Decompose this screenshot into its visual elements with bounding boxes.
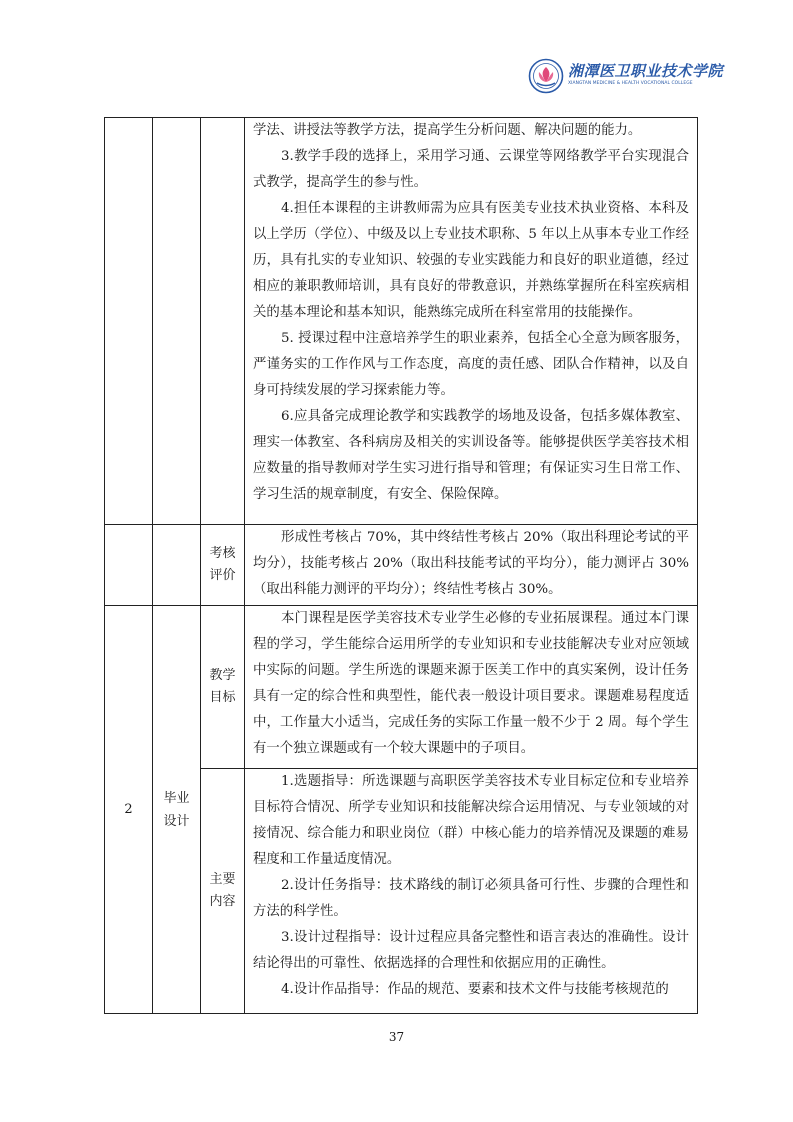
page-number: 37: [388, 1030, 405, 1044]
subheading-line: 主要: [209, 872, 236, 887]
table-row: [105, 118, 698, 525]
course-name-cell: [153, 606, 201, 1014]
content-paragraph: 6.应具备完成理论教学和实践教学的场地及设备，包括多媒体教室、理实一体教室、各科病房及相关的实训设备等。能够提供医学美容技术相应数量的指导教师对学生实习进行指导和管理；有保证实习生日常工作、学习生活的规章制度，有安全、保险保障。: [253, 409, 689, 502]
curriculum-table: [104, 117, 698, 1014]
content-paragraph: 4.设计作品指导：作品的规范、要素和技术文件与技能考核规范的: [281, 982, 669, 997]
course-name-cell: [153, 118, 201, 525]
subheading-line: 教学: [209, 668, 236, 683]
subheading-cell: [201, 606, 245, 769]
content-cell: [245, 606, 698, 769]
college-logo: [528, 58, 724, 94]
content-cell: [245, 769, 698, 1014]
content-cell: [245, 525, 698, 606]
content-paragraph: 1.选题指导：所选课题与高职医学美容技术专业目标定位和专业培养目标符合情况、所学专业知识和技能解决综合运用情况、与专业领域的对接情况、综合能力和职业岗位（群）中核心能力的培养情况及课题的难易程度和工作量适度情况。: [253, 774, 689, 867]
number-cell: [105, 118, 153, 525]
table-row: [105, 525, 698, 606]
course-name-line: 毕业: [163, 790, 190, 806]
subheading-line: 内容: [209, 894, 236, 909]
course-name-line: 设计: [163, 813, 190, 829]
table-row: [105, 606, 698, 769]
subheading-cell: [201, 769, 245, 1014]
content-paragraph: 本门课程是医学美容技术专业学生必修的专业拓展课程。通过本门课程的学习，学生能综合运用所学的专业知识和专业技能解决专业对应领域中实际的问题。学生所选的课题来源于医美工作中的真实案例，设计任务具有一定的综合性和典型性，能代表一般设计项目要求。课题难易程度适中，工作量大小适当，完成任务的实际工作量一般不少于 2 周。每个学生有一个独立课题或有一个较大课题中的子项目。: [253, 611, 689, 756]
content-paragraph: 2.设计任务指导：技术路线的制订必须具备可行性、步骤的合理性和方法的科学性。: [253, 878, 689, 919]
content-paragraph: 学法、讲授法等教学方法，提高学生分析问题、解决问题的能力。: [253, 123, 642, 138]
content-paragraph: 3.教学手段的选择上，采用学习通、云课堂等网络教学平台实现混合式教学，提高学生的参与性。: [253, 149, 689, 190]
content-cell: [245, 118, 698, 525]
course-name-cell: [153, 525, 201, 606]
number-cell: 2: [105, 606, 153, 1014]
college-emblem-icon: [528, 58, 564, 94]
subheading-line: 评价: [209, 568, 236, 583]
content-paragraph: 5. 授课过程中注意培养学生的职业素养，包括全心全意为顾客服务，严谨务实的工作作风与工作态度，高度的责任感、团队合作精神，以及自身可持续发展的学习探索能力等。: [253, 331, 689, 398]
subheading-line: 目标: [209, 690, 236, 705]
content-paragraph: 4.担任本课程的主讲教师需为应具有医美专业技术执业资格、本科及以上学历（学位）、中级及以上专业技术职称、5 年以上从事本专业工作经历，具有扎实的专业知识、较强的专业实践能力和良好的职业道德，经过相应的兼职教师培训，具有良好的带教意识，并熟练掌握所在科室疾病相关的基本理论和基本知识，能熟练完成所在科室常用的技能操作。: [253, 201, 689, 320]
logo-text-cn: 湘潭医卫职业技术学院: [568, 62, 724, 80]
content-paragraph: 形成性考核占 70%，其中终结性考核占 20%（取出科理论考试的平均分），技能考核占 20%（取出科技能考试的平均分），能力测评占 30%（取出科能力测评的平均分）；终结性考核占 30%。: [253, 530, 689, 597]
subheading-line: 考核: [209, 546, 236, 561]
content-paragraph: 3.设计过程指导：设计过程应具备完整性和语言表达的准确性。设计结论得出的可靠性、依据选择的合理性和依据应用的正确性。: [253, 930, 689, 971]
subheading-cell: [201, 118, 245, 525]
logo-text-en: XIANGTAN MEDICINE & HEALTH VOCATIONAL COLLEGE: [568, 81, 693, 86]
number-cell: [105, 525, 153, 606]
subheading-cell: [201, 525, 245, 606]
